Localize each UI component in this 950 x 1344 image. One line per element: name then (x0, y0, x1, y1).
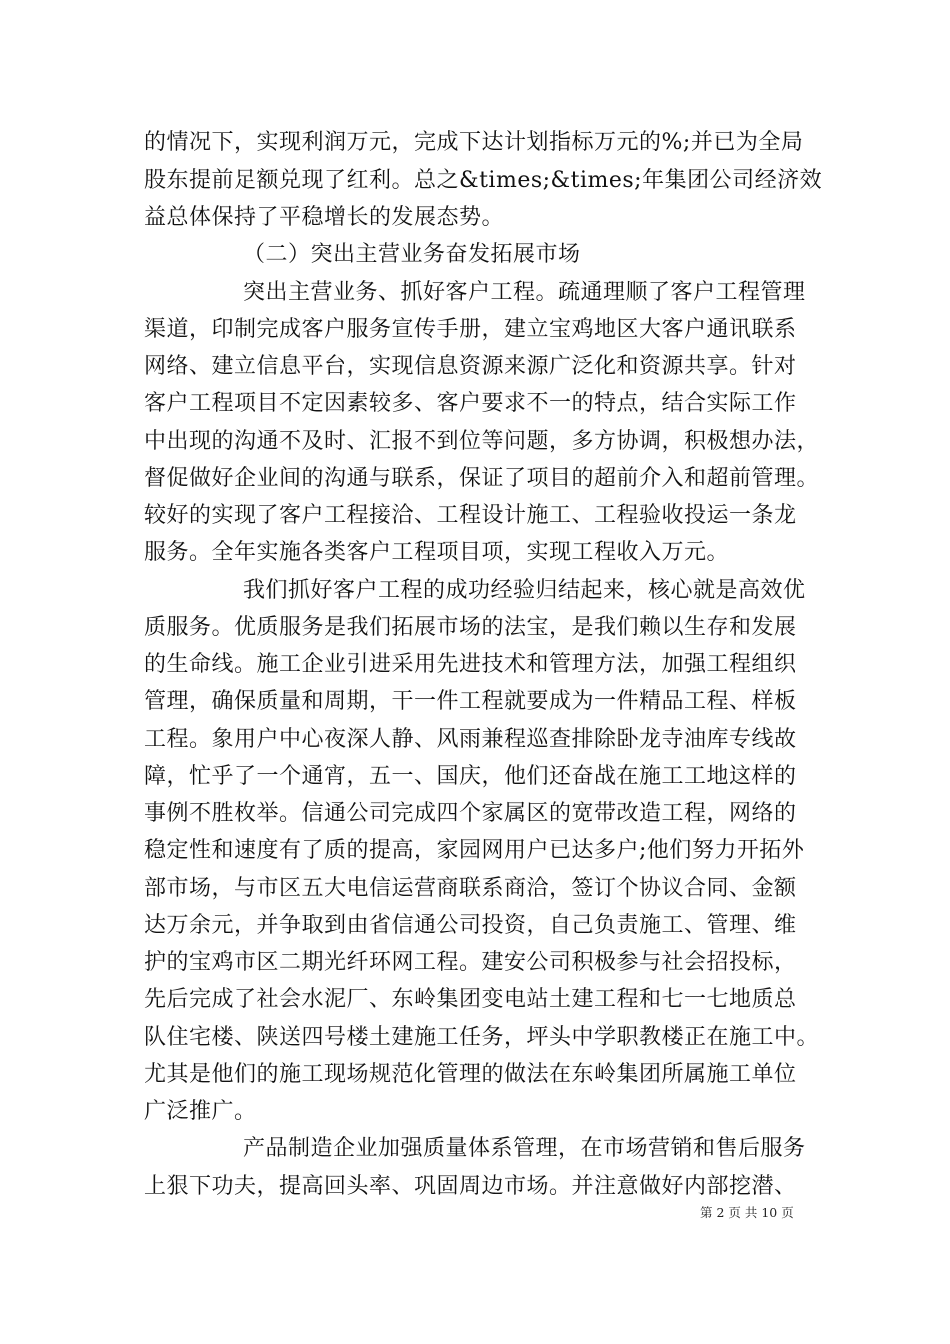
text-line: 产品制造企业加强质量体系管理，在市场营销和售后服务 (243, 1136, 806, 1161)
text-line: 障，忙乎了一个通宵，五一、国庆，他们还奋战在施工工地这样的 (144, 764, 797, 789)
text-line: 服务。全年实施各类客户工程项目项，实现工程收入万元。 (144, 540, 730, 565)
text-line: 部市场，与市区五大电信运营商联系商洽，签订个协议合同、金额 (144, 876, 797, 901)
text-line: 的情况下，实现利润万元，完成下达计划指标万元的%;并已为全局 (144, 130, 804, 155)
text-line: 护的宝鸡市区二期光纤环网工程。建安公司积极参与社会招投标， (144, 950, 797, 975)
text-line: 达万余元，并争取到由省信通公司投资，自己负责施工、管理、维 (144, 913, 797, 938)
text-line: 先后完成了社会水泥厂、东岭集团变电站土建工程和七一七地质总 (144, 987, 797, 1012)
text-line: 的生命线。施工企业引进采用先进技术和管理方法，加强工程组织 (144, 652, 797, 677)
text-line: 稳定性和速度有了质的提高，家园网用户已达多户;他们努力开拓外 (144, 838, 805, 863)
text-line: 益总体保持了平稳增长的发展态势。 (144, 205, 505, 230)
page-number-footer: 第 2 页 共 10 页 (700, 1205, 794, 1220)
text-line: 网络、建立信息平台，实现信息资源来源广泛化和资源共享。针对 (144, 354, 797, 379)
text-line: 尤其是他们的施工现场规范化管理的做法在东岭集团所属施工单位 (144, 1062, 797, 1087)
text-line: 工程。象用户中心夜深人静、风雨兼程巡查排除卧龙寺油库专线故 (144, 727, 797, 752)
text-line: 广泛推广。 (144, 1099, 257, 1124)
text-line: 督促做好企业间的沟通与联系，保证了项目的超前介入和超前管理。 (144, 466, 820, 491)
text-line: 突出主营业务、抓好客户工程。疏通理顺了客户工程管理 (243, 280, 806, 305)
text-line: 我们抓好客户工程的成功经验归结起来，核心就是高效优 (243, 578, 806, 603)
text-line: 管理，确保质量和周期，干一件工程就要成为一件精品工程、样板 (144, 689, 797, 714)
text-line: 较好的实现了客户工程接洽、工程设计施工、工程验收投运一条龙 (144, 503, 797, 528)
text-line: 队住宅楼、陕送四号楼土建施工任务，坪头中学职教楼正在施工中。 (144, 1025, 820, 1050)
text-line: 客户工程项目不定因素较多、客户要求不一的特点，结合实际工作 (144, 391, 797, 416)
text-line: 渠道，印制完成客户服务宣传手册，建立宝鸡地区大客户通讯联系 (144, 317, 797, 342)
text-line: 中出现的沟通不及时、汇报不到位等问题，多方协调，积极想办法， (144, 429, 820, 454)
text-line: 事例不胜枚举。信通公司完成四个家属区的宽带改造工程，网络的 (144, 801, 797, 826)
text-line: 上狠下功夫，提高回头率、巩固周边市场。并注意做好内部挖潜、 (144, 1174, 797, 1199)
text-line: 质服务。优质服务是我们拓展市场的法宝，是我们赖以生存和发展 (144, 615, 797, 640)
text-line: 股东提前足额兑现了红利。总之&times;&times;年集团公司经济效 (144, 168, 823, 193)
section-heading: （二）突出主营业务奋发拓展市场 (243, 242, 581, 267)
